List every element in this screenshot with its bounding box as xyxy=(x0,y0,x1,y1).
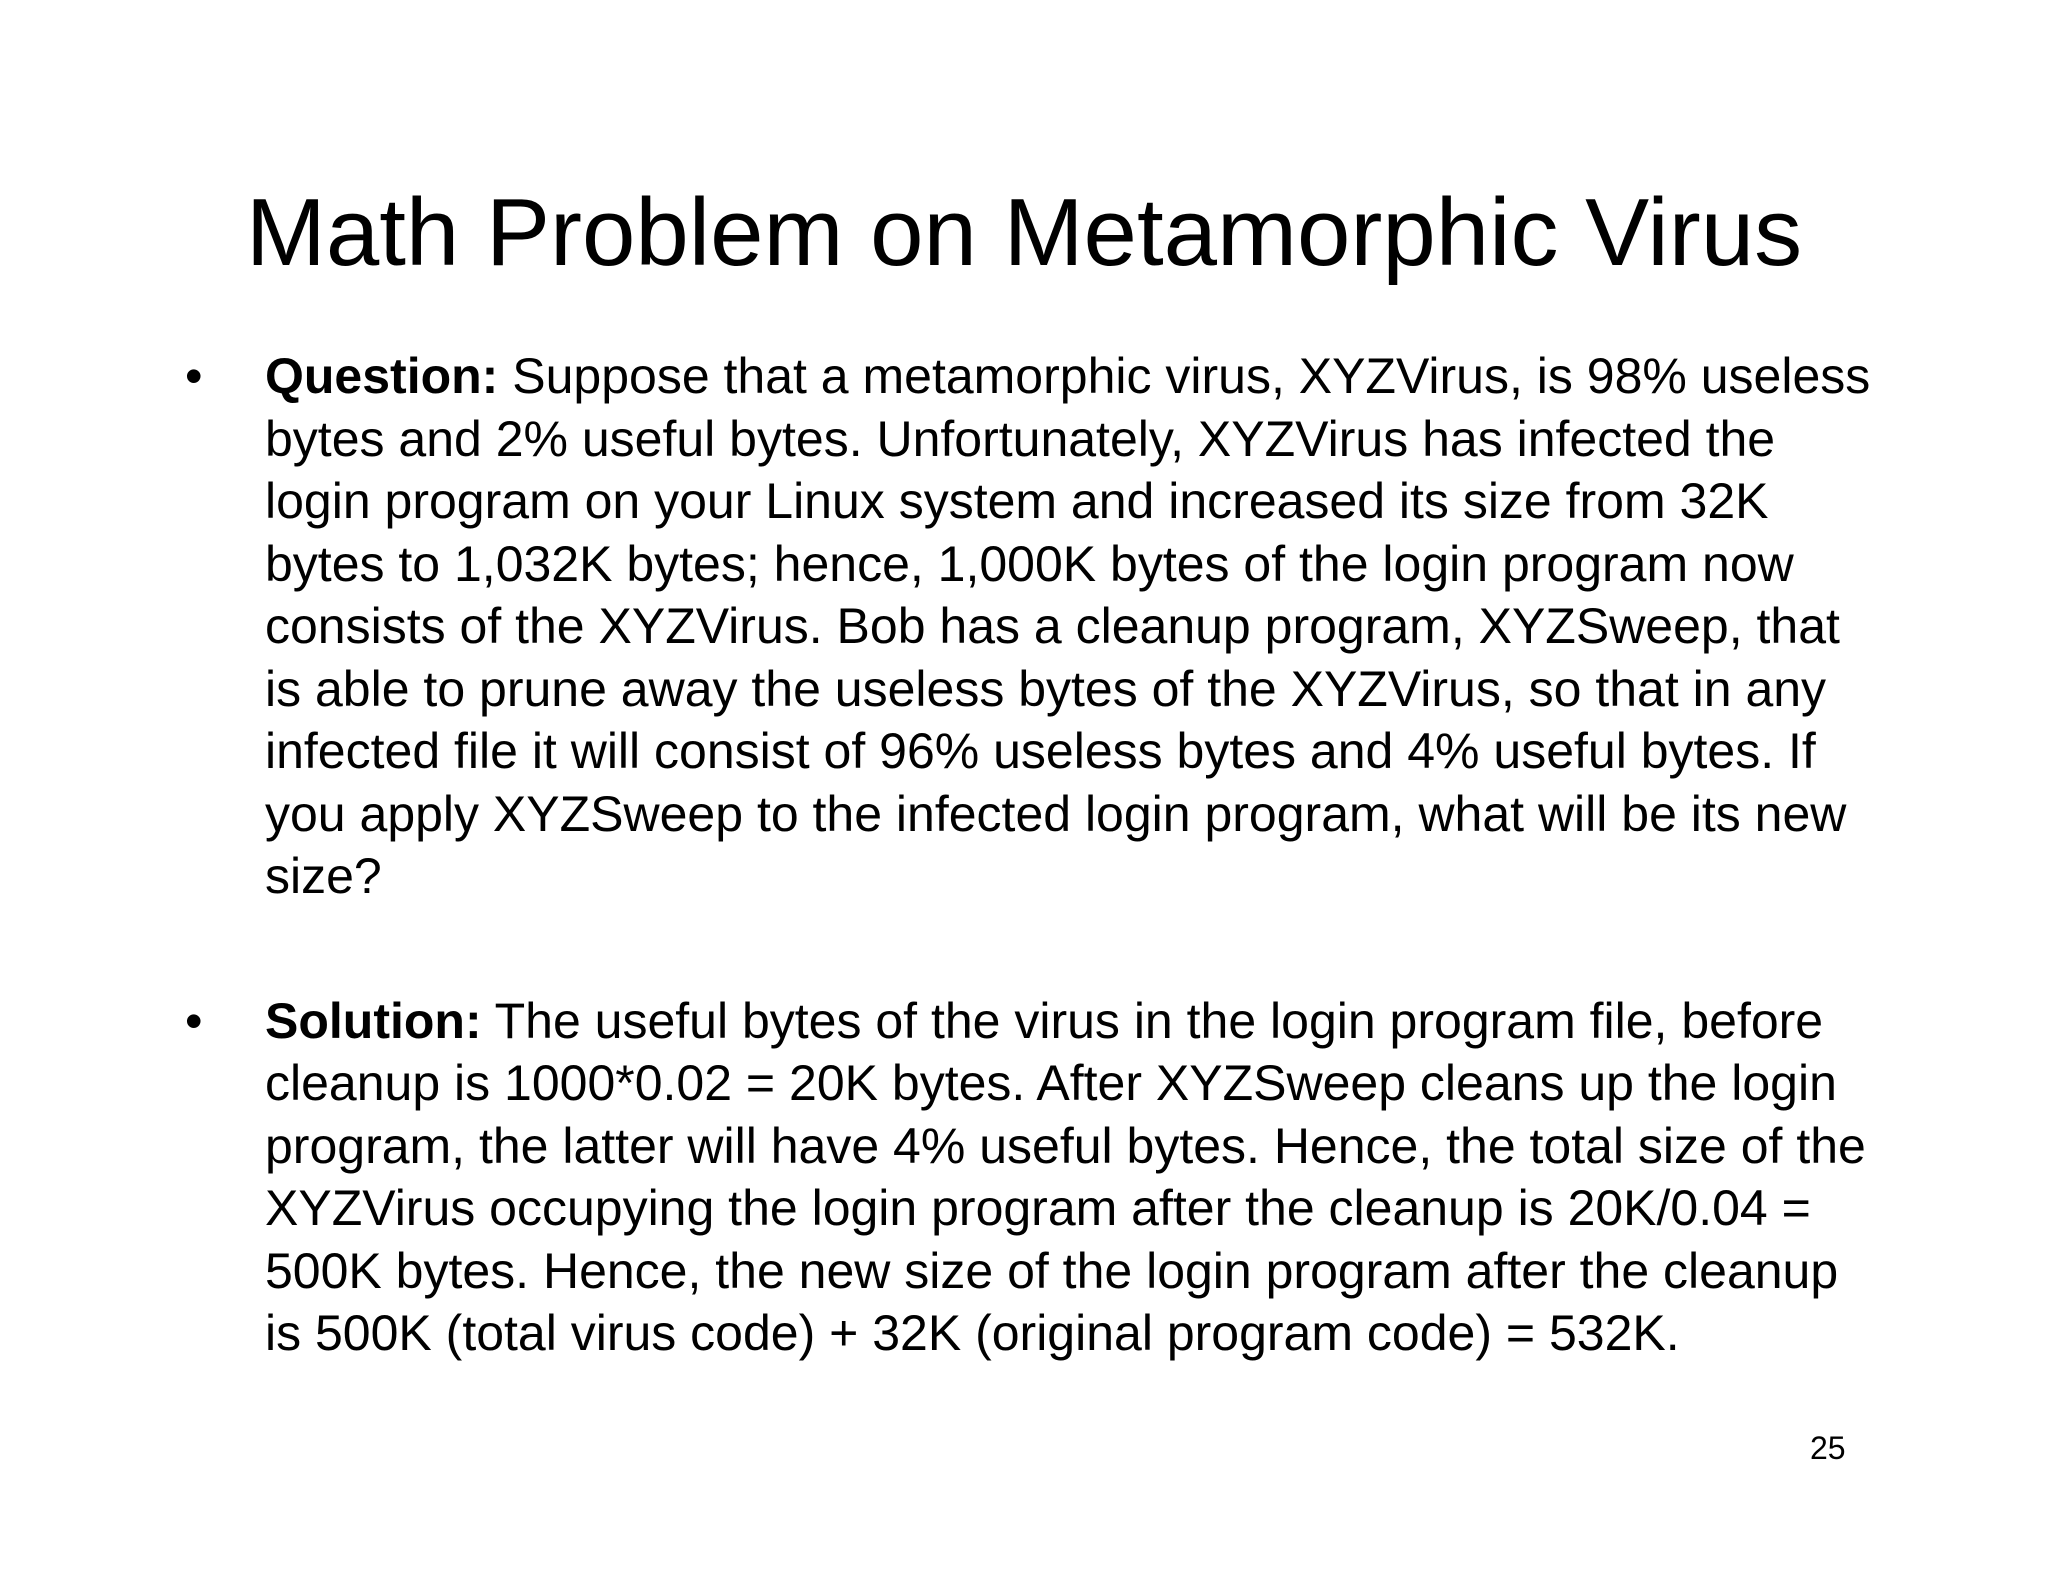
slide-title: Math Problem on Metamorphic Virus xyxy=(245,179,1803,286)
solution-bullet xyxy=(185,990,1885,1365)
bullet-marker: • xyxy=(185,348,203,404)
solution-label: Solution: xyxy=(265,992,482,1049)
question-label: Question: xyxy=(265,348,499,404)
bullet-list xyxy=(185,345,1885,1365)
question-text: Suppose that a metamorphic virus, XYZVirus, is 98% useless bytes and 2% useful bytes. Unfortunately, XYZVirus has infected the login program on your Linux system and increased its size from 32K bytes to 1,032K bytes; hence, 1,000K bytes of the login program now consists of the XYZVirus. Bob has a cleanup program, XYZSweep, that is able to prune away the useless bytes of the XYZVirus, so that in any infected file it will consist of 96% useless bytes and 4% useful bytes. If you apply XYZSweep to the infected login program, what will be its new size? xyxy=(265,348,1871,904)
page-number: 25 xyxy=(1810,1430,1846,1466)
question-bullet xyxy=(185,345,1885,908)
solution-text: The useful bytes of the virus in the login program file, before cleanup is 1000*0.02 = 20K bytes. After XYZSweep cleans up the login program, the latter will have 4% useful bytes. Hence, the total size of the XYZVirus occupying the login program after the cleanup is 20K/0.04 = 500K bytes. Hence, the new size of the login program after the cleanup is 500K (total virus code) + 32K (original program code) = 532K. xyxy=(265,992,1866,1361)
bullet-marker: • xyxy=(185,992,203,1049)
